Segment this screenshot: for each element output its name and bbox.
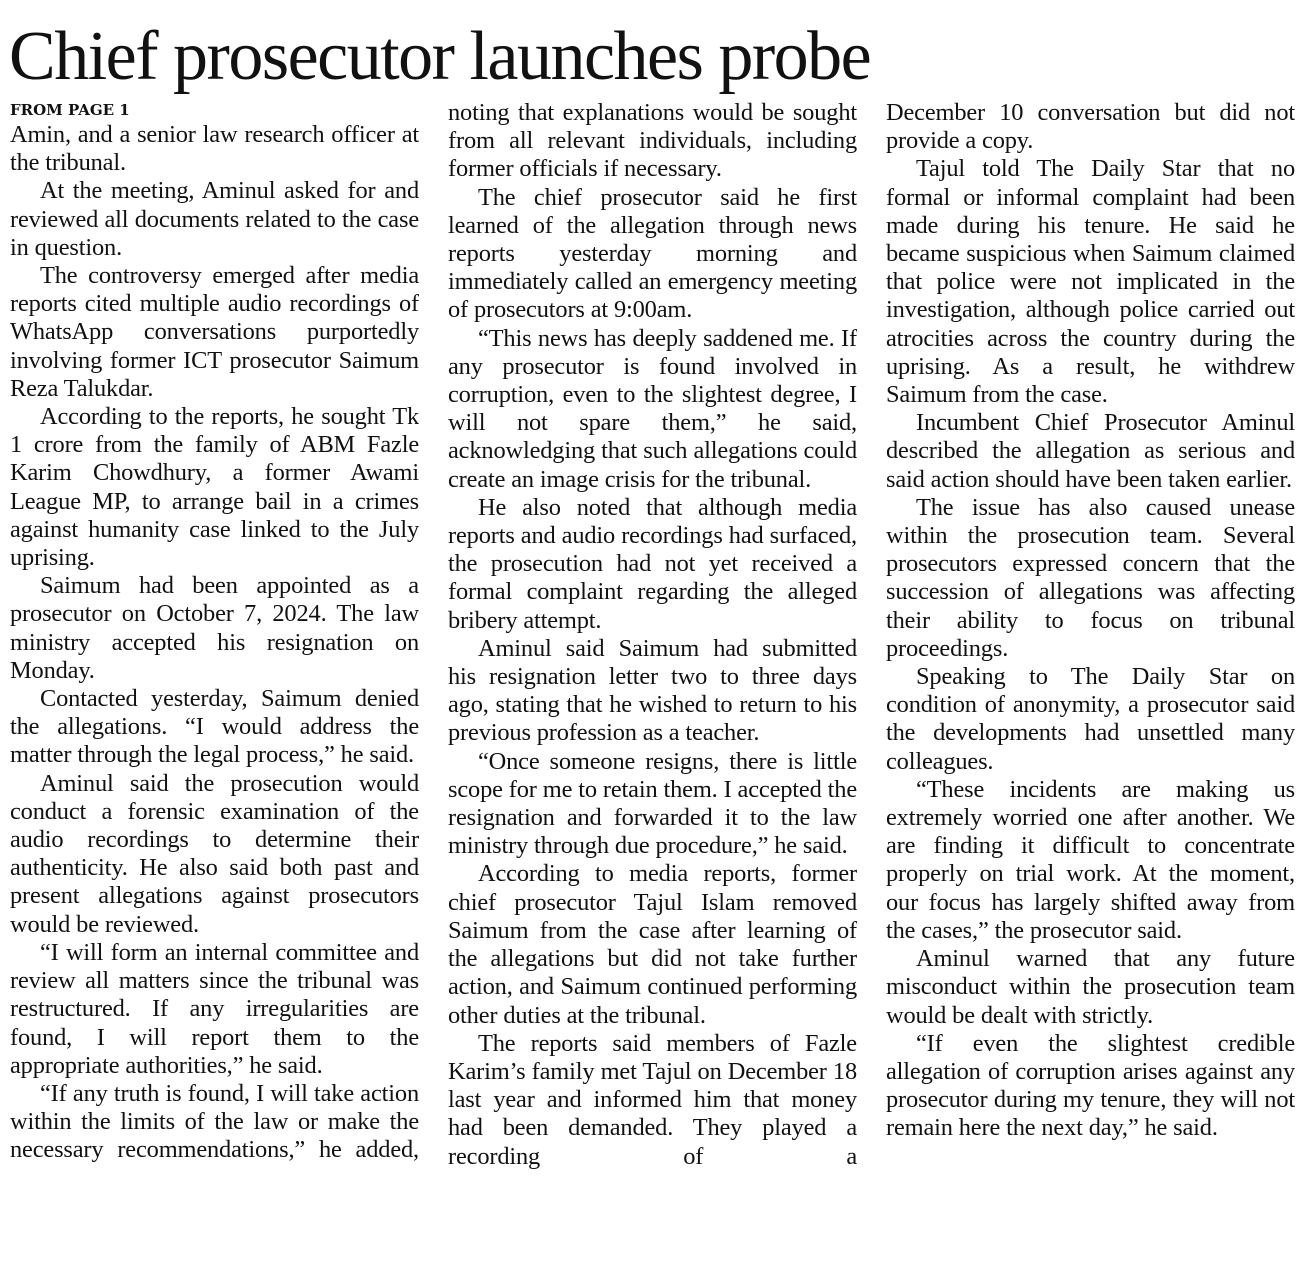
paragraph: The controversy emerged after media reports cited multiple audio recordings of WhatsApp conversations purportedly involving former ICT prosecutor Saimum Reza Talukdar. <box>10 262 419 402</box>
paragraph: “If even the slightest credible allegation of corruption arises against any prosecutor during my tenure, they will not remain here the next day,” he said. <box>886 1029 1295 1142</box>
paragraph: According to the reports, he sought Tk 1 crore from the family of ABM Fazle Karim Chowdhury, a former Awami League MP, to arrange bail in a crimes against humanity case linked to the July uprising. <box>10 403 419 572</box>
paragraph: “These incidents are making us extremely worried one after another. We are finding it difficult to concentrate properly on trial work. At the moment, our focus has largely shifted away from the cases,” the prosecutor said. <box>886 775 1295 944</box>
paragraph: At the meeting, Aminul asked for and reviewed all documents related to the case in question. <box>10 177 419 261</box>
paragraph: Tajul told The Daily Star that no formal or informal complaint had been made during his tenure. He said he became suspicious when Saimum claimed that police were not implicated in the investigation, although police carried out atrocities across the country during the uprising. As a result, he withdrew Saimum from the case. <box>886 155 1295 409</box>
paragraph: He also noted that although media reports and audio recordings had surfaced, the prosecution had not yet received a formal complaint regarding the alleged bribery attempt. <box>448 493 857 634</box>
paragraph: “I will form an internal committee and review all matters since the tribunal was restructured. If any irregularities are found, I will report them to the appropriate authorities,” he said. <box>10 938 419 1079</box>
paragraph: noting that explanations would be sought from all relevant individuals, including former officials if necessary. <box>448 99 857 183</box>
paragraph: The reports said members of Fazle Karim’s family met Tajul on December 18 last year and informed him that money had been demanded. They played a recording of a <box>448 1029 857 1170</box>
paragraph: Saimum had been appointed as a prosecutor on October 7, 2024. The law ministry accepted his resignation on Monday. <box>10 572 419 684</box>
headline: Chief prosecutor launches probe <box>9 18 871 95</box>
paragraph: December 10 conversation but did not provide a copy. <box>886 99 1295 155</box>
paragraph: “Once someone resigns, there is little scope for me to retain them. I accepted the resignation and forwarded it to the law ministry through due procedure,” he said. <box>448 747 857 860</box>
paragraph: Aminul said Saimum had submitted his resignation letter two to three days ago, stating that he wished to return to his previous profession as a teacher. <box>448 634 857 747</box>
paragraph: Aminul said the prosecution would conduct a forensic examination of the audio recordings to determine their authenticity. He also said both past and present allegations against prosecutors would be reviewed. <box>10 769 419 938</box>
paragraph: “If any truth is found, I will take action within the limits of the law or make the necessary recommendations,” he added, <box>10 1079 419 1164</box>
article-column-1 <box>10 99 419 1274</box>
paragraph: According to media reports, former chief prosecutor Tajul Islam removed Saimum from the case after learning of the allegations but did not take further action, and Saimum continued performing other duties at the tribunal. <box>448 860 857 1029</box>
paragraph: “This news has deeply saddened me. If any prosecutor is found involved in corruption, even to the slightest degree, I will not spare them,” he said, acknowledging that such allegations could create an image crisis for the tribunal. <box>448 324 857 493</box>
paragraph: Aminul warned that any future misconduct within the prosecution team would be dealt with strictly. <box>886 945 1295 1029</box>
article-column-3 <box>886 99 1295 1274</box>
paragraph: Incumbent Chief Prosecutor Aminul described the allegation as serious and said action should have been taken earlier. <box>886 409 1295 493</box>
article-column-2 <box>448 99 857 1274</box>
paragraph: Amin, and a senior law research officer at the tribunal. <box>10 121 419 177</box>
paragraph: Contacted yesterday, Saimum denied the allegations. “I would address the matter through the legal process,” he said. <box>10 685 419 769</box>
paragraph: Speaking to The Daily Star on condition of anonymity, a prosecutor said the developments had unsettled many colleagues. <box>886 663 1295 775</box>
dateline: FROM PAGE 1 <box>10 101 130 119</box>
paragraph: The issue has also caused unease within the prosecution team. Several prosecutors expressed concern that the succession of allegations was affecting their ability to focus on tribunal proceedings. <box>886 493 1295 662</box>
paragraph: The chief prosecutor said he first learned of the allegation through news reports yesterday morning and immediately called an emergency meeting of prosecutors at 9:00am. <box>448 183 857 324</box>
